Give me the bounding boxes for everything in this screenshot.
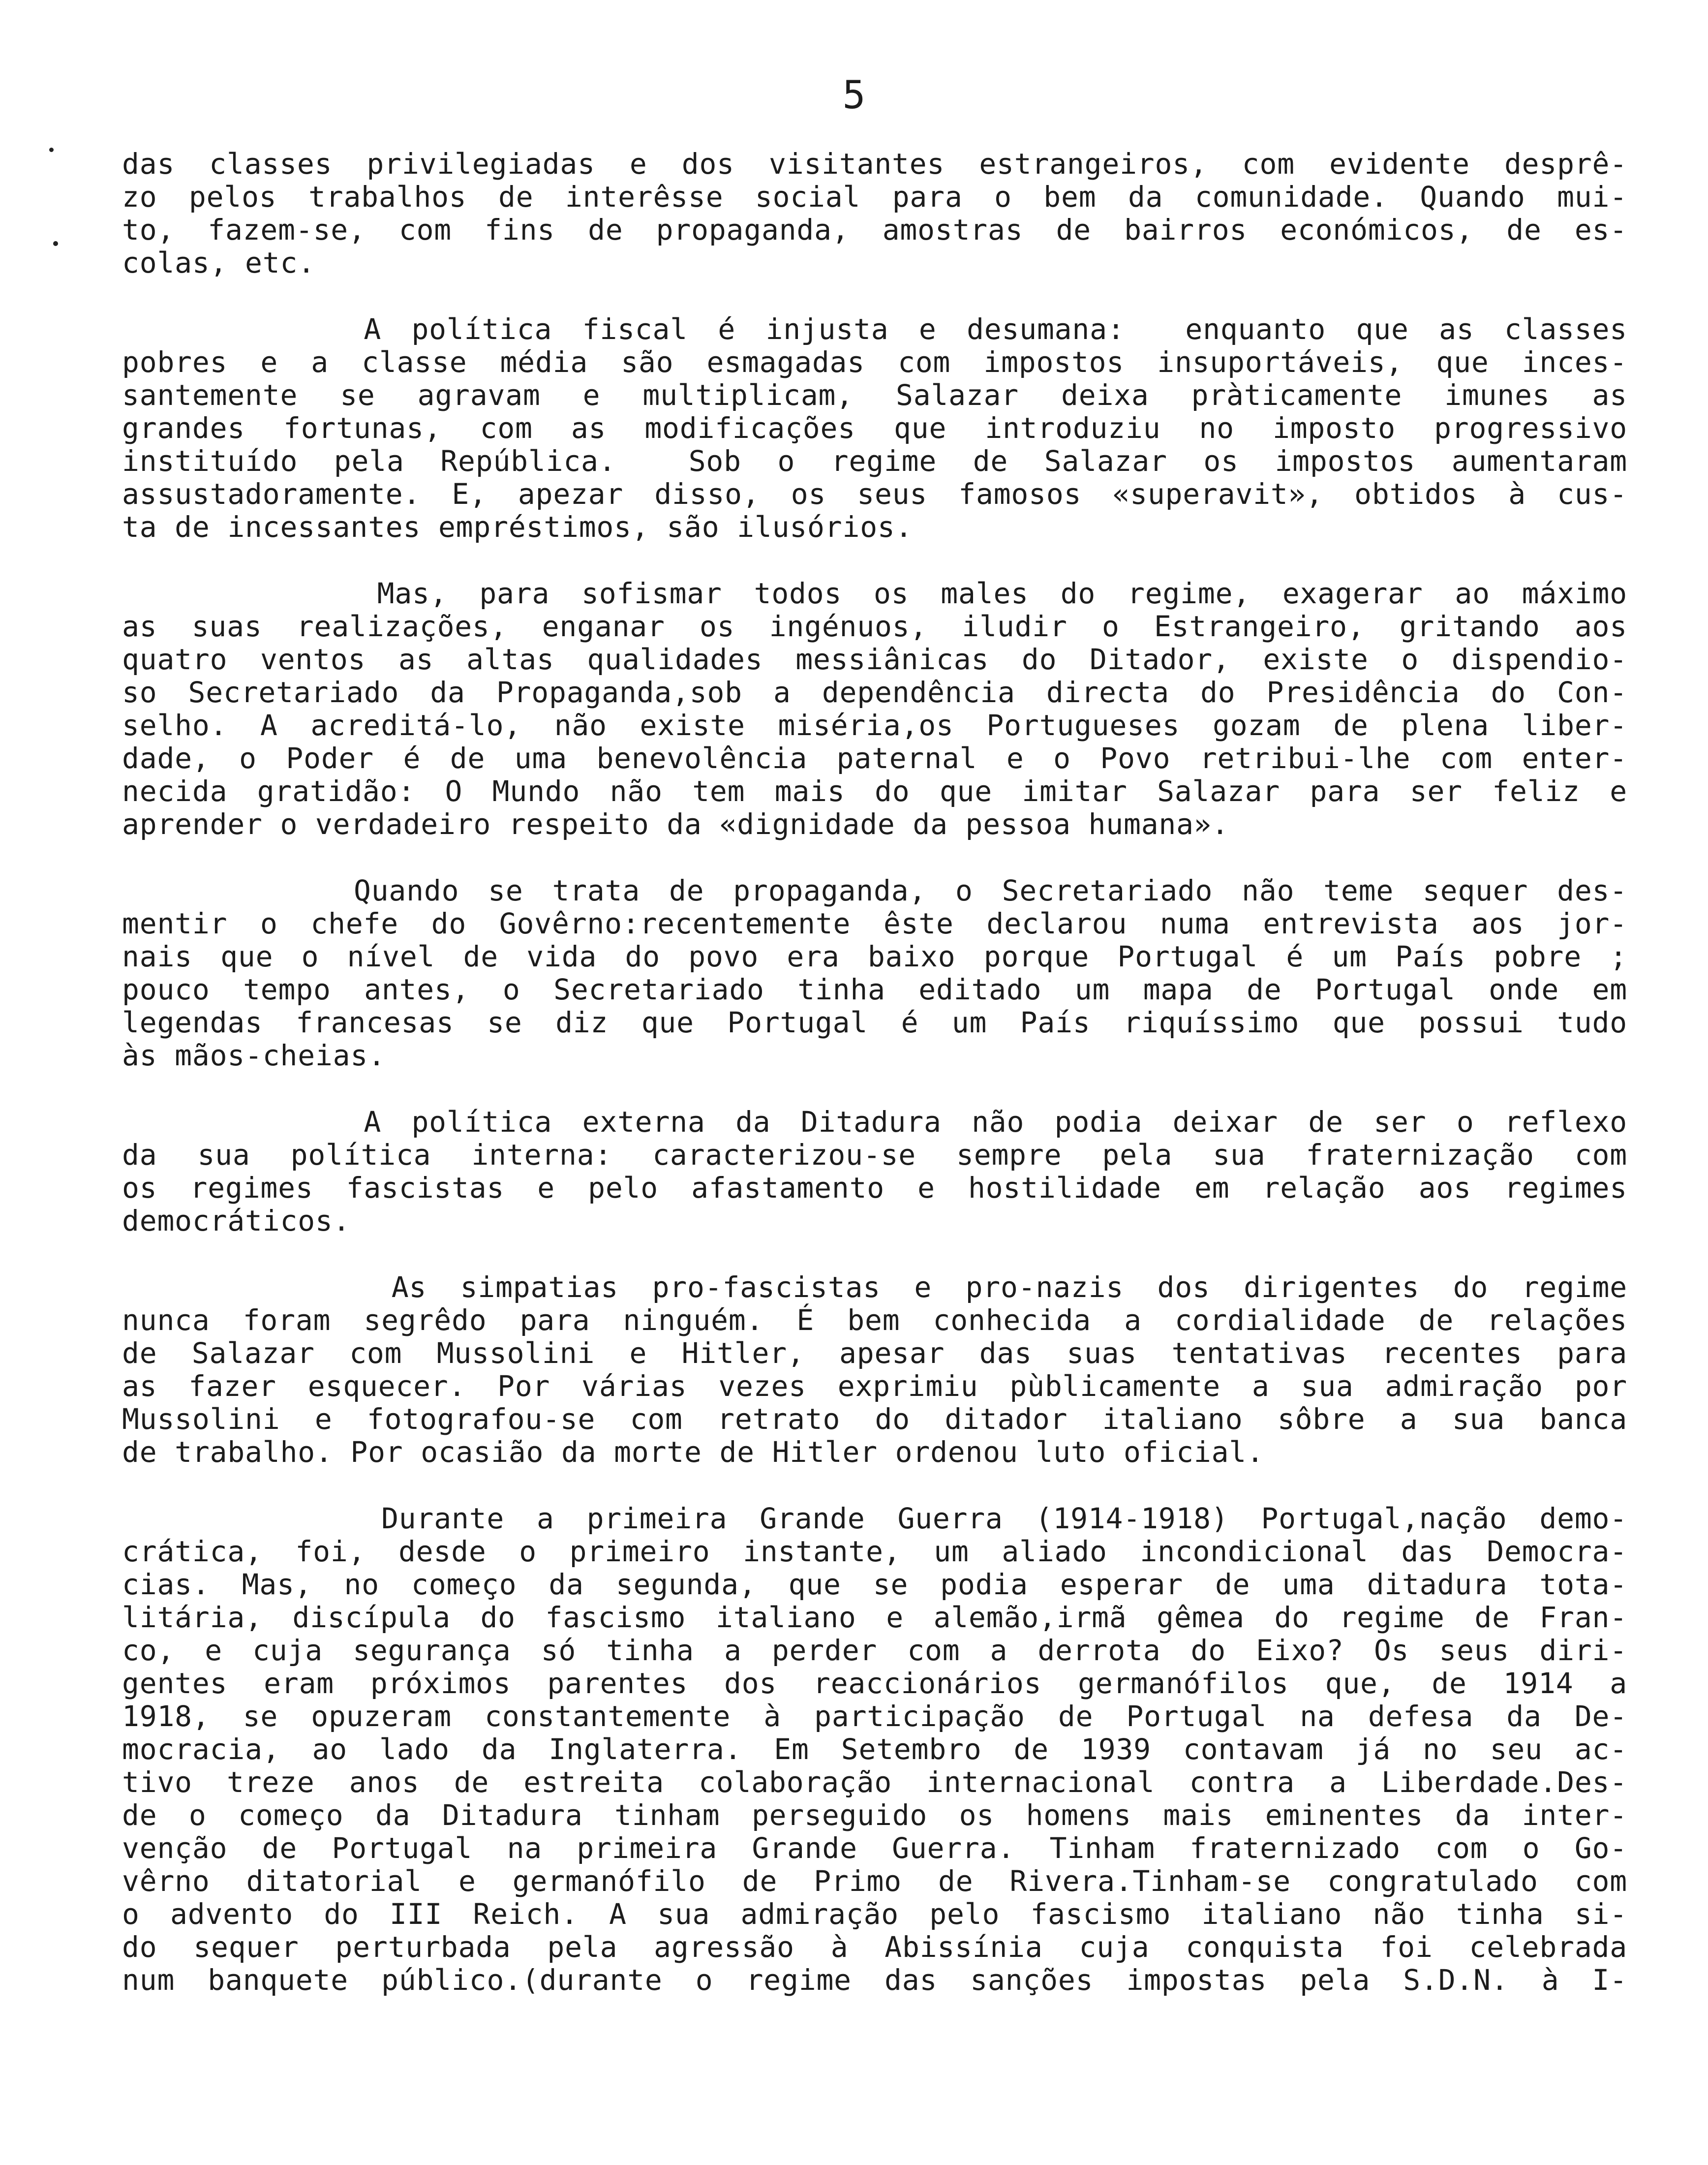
text-line: tivo treze anos de estreita colaboração internacional contra a Liberdade.Des- <box>122 1765 1627 1799</box>
paragraph <box>122 1106 1627 1237</box>
page-number: 5 <box>842 73 866 118</box>
text-line: ta de incessantes empréstimos, são ilusórios. <box>122 510 913 544</box>
text-line: zo pelos trabalhos de interêsse social para o bem da comunidade. Quando mui- <box>122 180 1627 214</box>
paragraph <box>122 874 1627 1072</box>
margin-mark-top <box>49 148 54 152</box>
paragraph <box>122 313 1627 544</box>
text-line: colas, etc. <box>122 246 315 279</box>
text-line: grandes fortunas, com as modificações que introduziu no imposto progressivo <box>122 411 1627 445</box>
text-line: A política fiscal é injusta e desumana: enquanto que as classes <box>122 312 1627 346</box>
text-line: to, fazem-se, com fins de propaganda, amostras de bairros económicos, de es- <box>122 213 1627 247</box>
text-line: Mussolini e fotografou-se com retrato do ditador italiano sôbre a sua banca <box>122 1402 1627 1436</box>
text-line: legendas francesas se diz que Portugal é um País riquíssimo que possui tudo <box>122 1006 1627 1039</box>
text-line: num banquete público.(durante o regime das sanções impostas pela S.D.N. à I- <box>122 1963 1627 1997</box>
text-line: da sua política interna: caracterizou-se sempre pela sua fraternização com <box>122 1138 1627 1172</box>
text-line: venção de Portugal na primeira Grande Guerra. Tinham fraternizado com o Go- <box>122 1831 1627 1865</box>
text-line: nunca foram segrêdo para ninguém. É bem conhecida a cordialidade de relações <box>122 1303 1627 1337</box>
text-line: instituído pela República. Sob o regime de Salazar os impostos aumentaram <box>122 444 1627 478</box>
text-line: pouco tempo antes, o Secretariado tinha editado um mapa de Portugal onde em <box>122 973 1627 1006</box>
text-line: das classes privilegiadas e dos visitantes estrangeiros, com evidente desprê- <box>122 147 1627 181</box>
text-line: pobres e a classe média são esmagadas com impostos insuportáveis, que inces- <box>122 345 1627 379</box>
text-line: mocracia, ao lado da Inglaterra. Em Setembro de 1939 contavam já no seu ac- <box>122 1732 1627 1766</box>
text-line: de trabalho. Por ocasião da morte de Hitler ordenou luto oficial. <box>122 1435 1264 1469</box>
text-line: às mãos-cheias. <box>122 1039 386 1072</box>
text-line: aprender o verdadeiro respeito da «dignidade da pessoa humana». <box>122 807 1229 841</box>
text-line: santemente se agravam e multiplicam, Salazar deixa pràticamente imunes as <box>122 378 1627 412</box>
margin-mark-bottom <box>53 241 58 246</box>
text-line: quatro ventos as altas qualidades messiânicas do Ditador, existe o dispendio- <box>122 643 1627 676</box>
text-line: as suas realizações, enganar os ingénuos, iludir o Estrangeiro, gritando aos <box>122 610 1627 643</box>
paragraph <box>122 148 1627 279</box>
text-line: A política externa da Ditadura não podia deixar de ser o reflexo <box>122 1105 1627 1139</box>
text-line: vêrno ditatorial e germanófilo de Primo de Rivera.Tinham-se congratulado com <box>122 1864 1627 1898</box>
text-line: de Salazar com Mussolini e Hitler, apesar das suas tentativas recentes para <box>122 1336 1627 1370</box>
paragraph <box>122 577 1627 841</box>
text-line: mentir o chefe do Govêrno:recentemente êste declarou numa entrevista aos jor- <box>122 907 1627 940</box>
text-line: Mas, para sofismar todos os males do regime, exagerar ao máximo <box>122 577 1627 610</box>
text-line: As simpatias pro-fascistas e pro-nazis dos dirigentes do regime <box>122 1270 1627 1304</box>
paragraph <box>122 1271 1627 1469</box>
text-line: Durante a primeira Grande Guerra (1914-1918) Portugal,nação demo- <box>122 1502 1627 1535</box>
text-line: o advento do III Reich. A sua admiração pelo fascismo italiano não tinha si- <box>122 1897 1627 1931</box>
text-line: Quando se trata de propaganda, o Secretariado não teme sequer des- <box>122 874 1627 907</box>
text-line: do sequer perturbada pela agressão à Abissínia cuja conquista foi celebrada <box>122 1930 1627 1964</box>
text-line: as fazer esquecer. Por várias vezes exprimiu pùblicamente a sua admiração por <box>122 1369 1627 1403</box>
text-line: cias. Mas, no começo da segunda, que se podia esperar de uma ditadura tota- <box>122 1568 1627 1601</box>
paragraph <box>122 1502 1627 1997</box>
text-line: litária, discípula do fascismo italiano e alemão,irmã gêmea do regime de Fran- <box>122 1601 1627 1634</box>
text-line: crática, foi, desde o primeiro instante, um aliado incondicional das Democra- <box>122 1535 1627 1568</box>
text-line: democráticos. <box>122 1204 351 1237</box>
document-body <box>122 148 1627 2030</box>
text-line: 1918, se opuzeram constantemente à participação de Portugal na defesa da De- <box>122 1700 1627 1733</box>
text-line: necida gratidão: O Mundo não tem mais do que imitar Salazar para ser feliz e <box>122 774 1627 808</box>
text-line: os regimes fascistas e pelo afastamento e hostilidade em relação aos regimes <box>122 1171 1627 1205</box>
text-line: dade, o Poder é de uma benevolência paternal e o Povo retribui-lhe com enter- <box>122 742 1627 775</box>
text-line: nais que o nível de vida do povo era baixo porque Portugal é um País pobre ; <box>122 940 1627 973</box>
text-line: so Secretariado da Propaganda,sob a dependência directa do Presidência do Con- <box>122 676 1627 709</box>
text-line: de o começo da Ditadura tinham perseguido os homens mais eminentes da inter- <box>122 1798 1627 1832</box>
text-line: assustadoramente. E, apezar disso, os seus famosos «superavit», obtidos à cus- <box>122 477 1627 511</box>
text-line: co, e cuja segurança só tinha a perder com a derrota do Eixo? Os seus diri- <box>122 1634 1627 1667</box>
text-line: selho. A acreditá-lo, não existe miséria,os Portugueses gozam de plena liber- <box>122 709 1627 742</box>
text-line: gentes eram próximos parentes dos reaccionários germanófilos que, de 1914 a <box>122 1667 1627 1700</box>
